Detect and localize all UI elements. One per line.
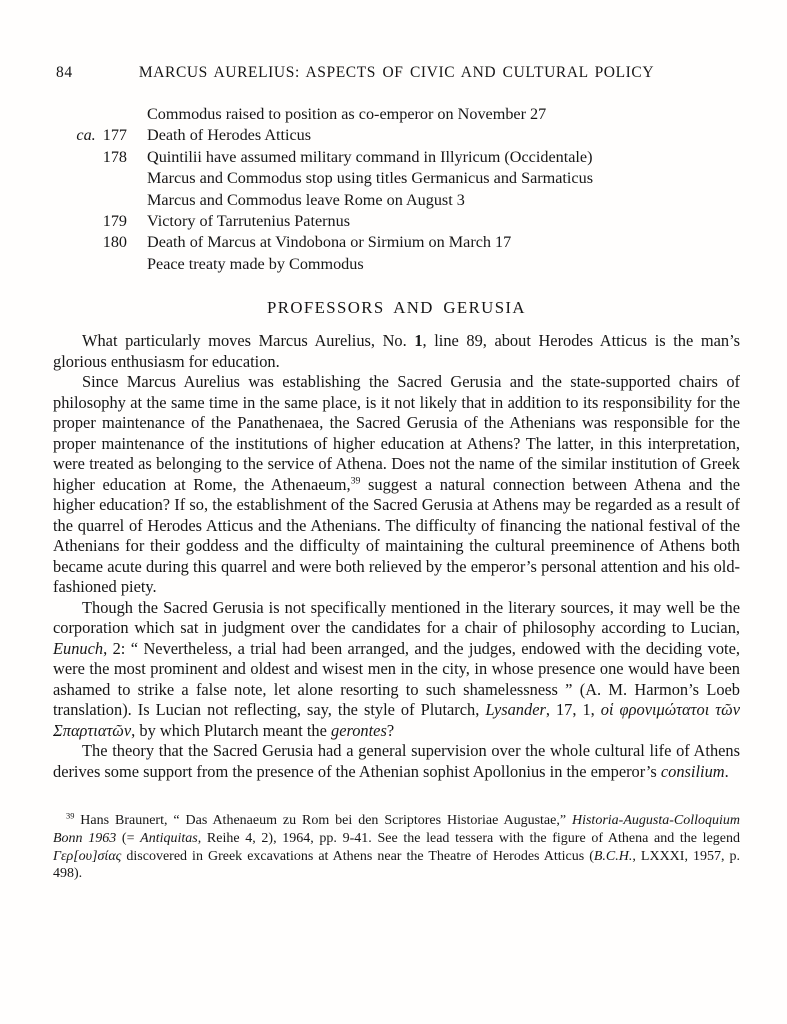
timeline-year: 180 [102,233,127,252]
timeline-row [53,211,740,232]
section-heading: PROFESSORS AND GERUSIA [267,298,526,318]
timeline-year: 178 [102,147,127,166]
paragraph-1: What particularly moves Marcus Aurelius, No. 1, line 89, about Herodes Atticus is the man’s glorious enthusiasm for education. [53,331,740,371]
running-head [53,64,740,84]
timeline-year: 177 [102,126,127,145]
timeline-year: 179 [102,212,127,231]
timeline-row [53,125,740,146]
timeline-row [53,254,740,275]
timeline-row [53,147,740,168]
running-title: MARCUS AURELIUS: ASPECTS OF CIVIC AND CULTURAL POLICY [138,64,655,81]
timeline-year-cell [53,211,127,232]
paragraph-4: The theory that the Sacred Gerusia had a general supervision over the whole cultural life of Athens derives some support from the presence of the Athenian sophist Apollonius in the emperor’s consilium. [53,741,740,781]
paragraph-2: Since Marcus Aurelius was establishing the Sacred Gerusia and the state-supported chairs of philosophy at the same time in the same place, is it not likely that in addition to its responsibility for the proper maintenance of the Panathenaea, the Sacred Gerusia of the Athenians was responsible for the proper maintenance of the institutions of higher education at Athens? The latter, in this interpretation, were treated as belonging to the service of Athena. Does not the name of the similar institution of Greek higher education at Rome, the Athenaeum,$^{39}$ suggest a natural connection between Athena and the higher education? If so, the establishment of the Sacred Gerusia at Athens may be regarded as a result of the quarrel of Herodes Atticus and the Athenians. The difficulty of financing the national festival of the Athenians for their goddess and the difficulty of maintaining the cultural preeminence of Athens both became acute during this quarrel and were both relieved by the emperor’s personal attention and his old-fashioned piety. [53,372,741,597]
timeline-event: Marcus and Commodus stop using titles Germanicus and Sarmaticus [147,169,593,188]
paragraph-3: Though the Sacred Gerusia is not specifically mentioned in the literary sources, it may well be the corporation which sat in judgment over the candidates for a chair of philosophy according to Lucian, Eunuch, 2: “ Nevertheless, a trial had been arranged, and the judges, endowed with the deciding vote, were the most prominent and oldest and wisest men in the city, in whose presence one would have been ashamed to strike a false note, let alone resorting to such shamelessness ” (A. M. Harmon’s Loeb translation). Is Lucian not reflecting, say, the style of Plutarch, Lysander, 17, 1, οἱ φρονιμώτατοι τῶν Σπαρτιατῶν, by which Plutarch meant the gerontes? [53,597,741,740]
timeline-event: Death of Herodes Atticus [147,126,312,145]
footnote-39: $^{39}$ Hans Braunert, “ Das Athenaeum zu Rom bei den Scriptores Historiae Augustae,” Historia-Augusta-Colloquium Bonn 1963 (= Antiquitas, Reihe 4, 2), 1964, pp. 9-41. See the lead tessera with the figure of Athena and the legend Γερ[ου]σίας discovered in Greek excavations at Athens near the Theatre of Herodes Atticus (B.C.H., LXXXI, 1957, p. 498). [53,811,741,882]
timeline-event: Victory of Tarrutenius Paternus [147,212,351,231]
timeline-year-cell [53,190,127,211]
timeline-event: Marcus and Commodus leave Rome on August 3 [147,190,465,209]
timeline-event: Quintilii have assumed military command in Illyricum (Occidentale) [147,147,593,166]
page-number: 84 [56,64,73,81]
timeline-row [53,232,740,253]
timeline-year-cell [53,254,127,275]
timeline-row [53,190,740,211]
timeline-year-cell [53,232,127,253]
timeline-year-cell [53,125,127,146]
timeline-event: Commodus raised to position as co-emperor on November 27 [147,105,547,123]
timeline [53,104,740,275]
timeline-year-prefix: ca. [76,126,96,145]
timeline-event: Death of Marcus at Vindobona or Sirmium on March 17 [147,233,512,252]
timeline-row [53,168,740,189]
timeline-year-cell [53,147,127,168]
timeline-year-cell [53,104,127,125]
timeline-row [53,104,740,125]
timeline-event: Peace treaty made by Commodus [147,254,364,273]
timeline-year-cell [53,168,127,189]
